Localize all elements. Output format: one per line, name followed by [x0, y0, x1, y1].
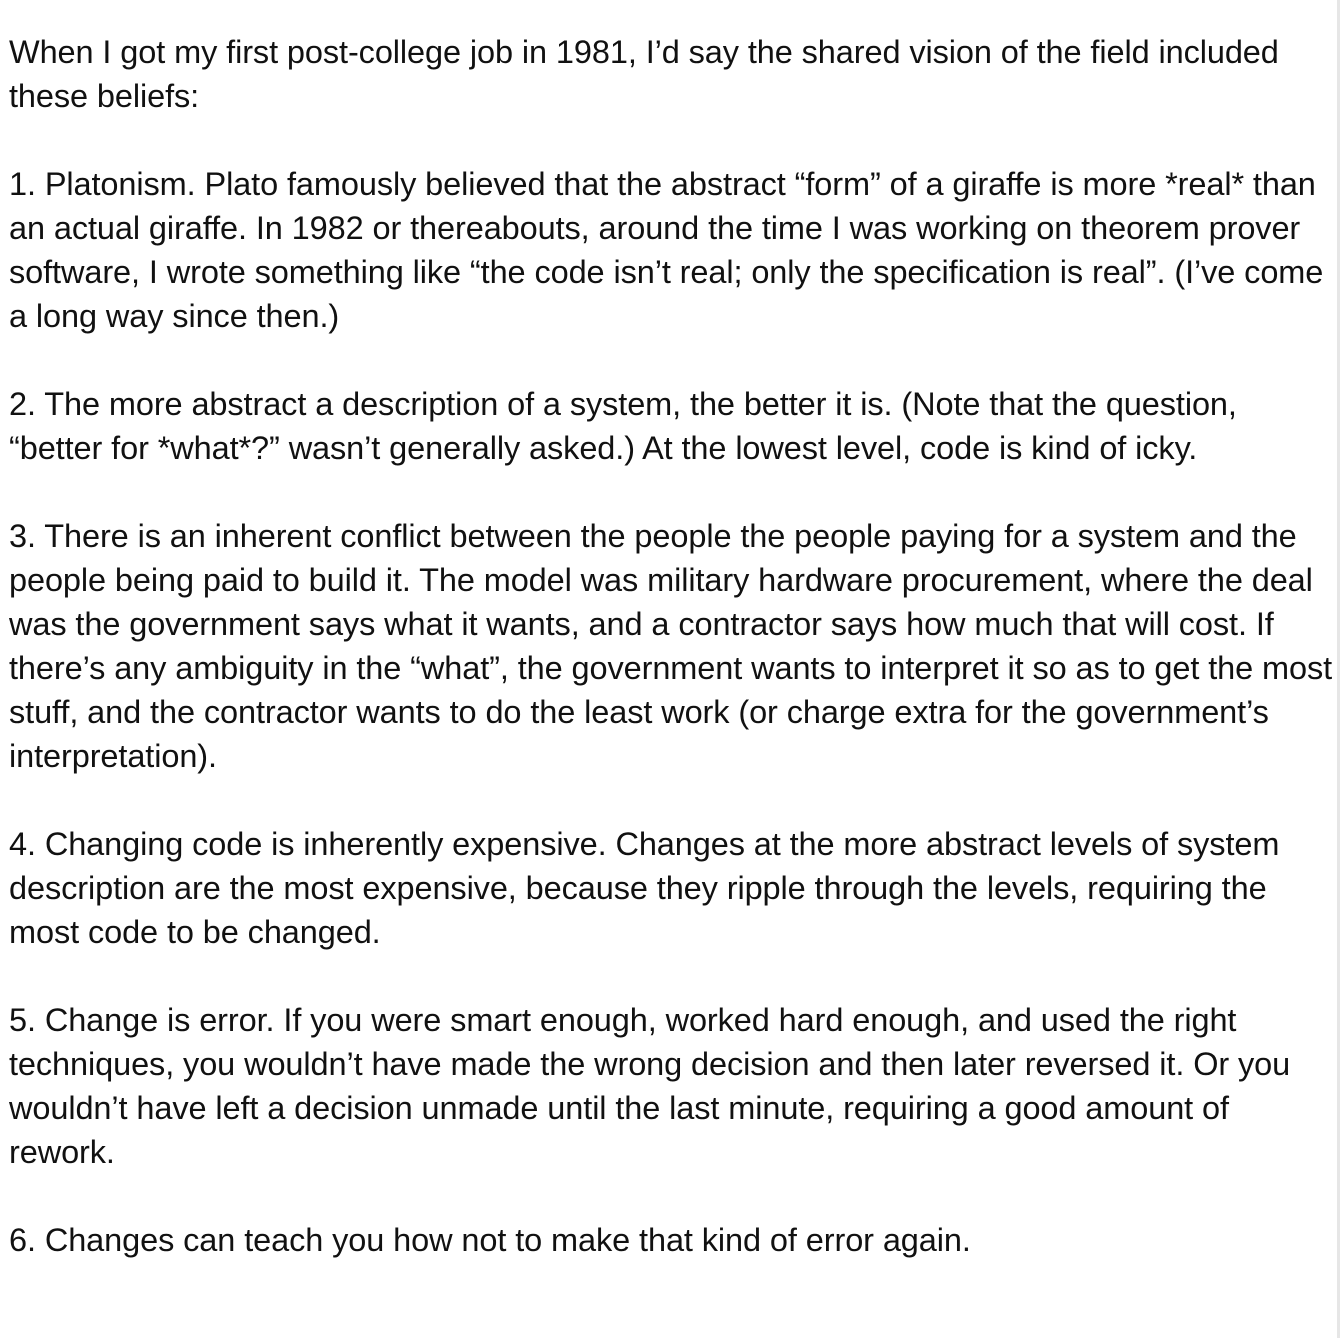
belief-item-3: 3. There is an inherent conflict between the people the people paying for a system and the people being paid to build it. The model was military hardware procurement, where the deal was the government says what it wants, and a contractor says how much that will cost. If there’s any ambiguity in the “what”, the government wants to interpret it so as to get the most stuff, and the contractor wants to do the least work (or charge extra for the government’s interpretation). — [9, 518, 1333, 774]
belief-item-5: 5. Change is error. If you were smart enough, worked hard enough, and used the right techniques, you wouldn’t have made the wrong decision and then later reversed it. Or you wouldn’t have left a decision unmade until the last minute, requiring a good amount of rework. — [9, 1002, 1291, 1170]
belief-item-2: 2. The more abstract a description of a system, the better it is. (Note that the question, “better for *what*?” wasn’t generally asked.) At the lowest level, code is kind of icky. — [9, 386, 1237, 466]
belief-item-4: 4. Changing code is inherently expensive. Changes at the more abstract levels of system description are the most expensive, because they ripple through the levels, requiring the most code to be changed. — [9, 826, 1280, 950]
belief-item-1: 1. Platonism. Plato famously believed that the abstract “form” of a giraffe is more *real* than an actual giraffe. In 1982 or thereabouts, around the time I was working on theorem prover software, I wrote something like “the code isn’t real; only the specification is real”. (I’ve come a long way since then.) — [9, 166, 1324, 334]
document-body — [9, 30, 1334, 1262]
intro-paragraph: When I got my first post-college job in 1981, I’d say the shared vision of the field included these beliefs: — [9, 34, 1279, 114]
belief-item-6: 6. Changes can teach you how not to make that kind of error again. — [9, 1222, 971, 1258]
